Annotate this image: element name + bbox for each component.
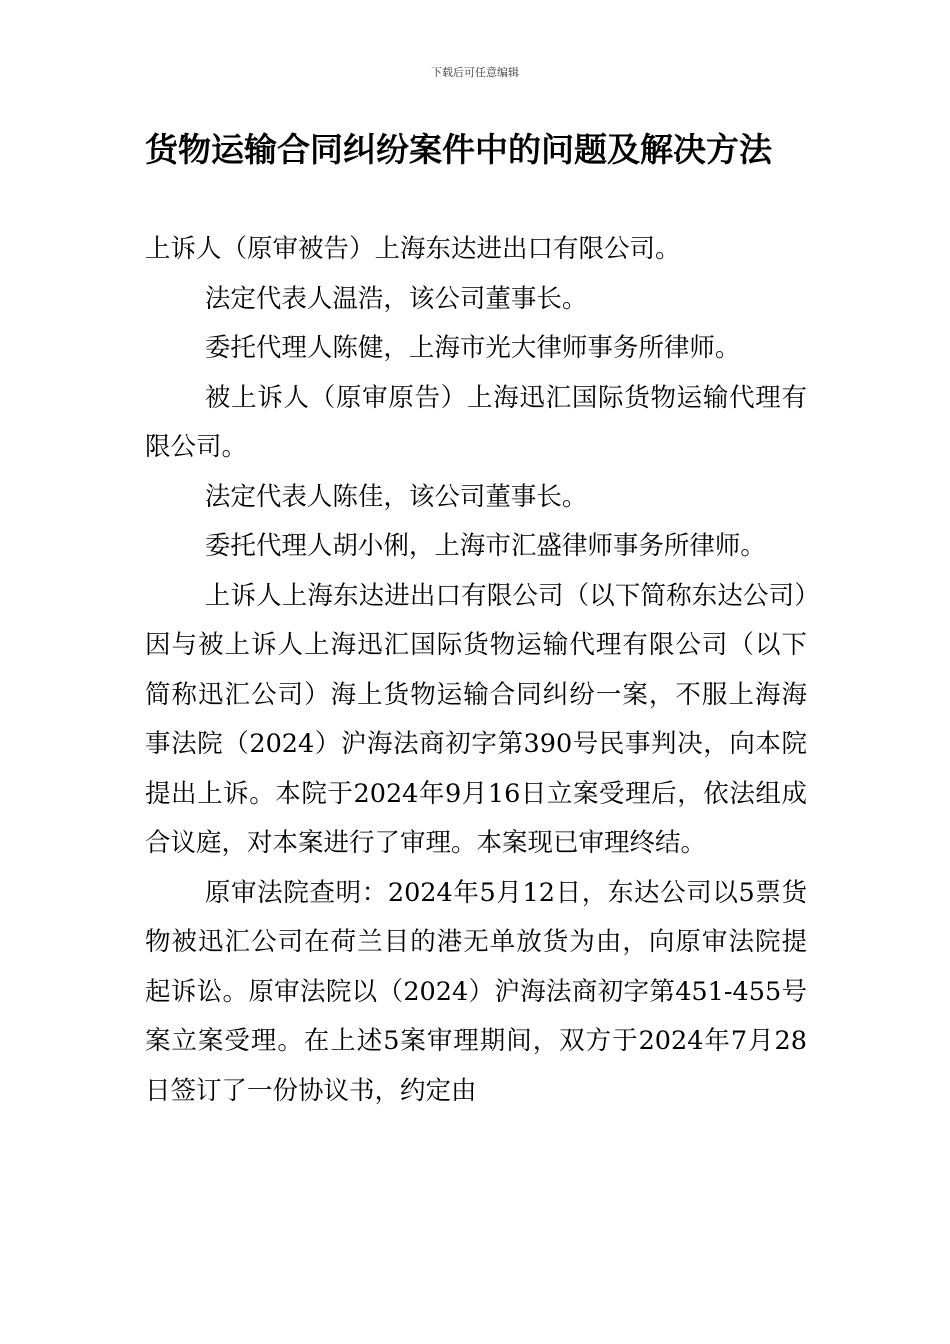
- document-body: [145, 225, 807, 1116]
- header-note: 下载后可任意编辑: [431, 66, 519, 79]
- paragraph-legal-representative: 法定代表人温浩，该公司董事长。: [204, 283, 588, 314]
- paragraph-appellee-representative: 法定代表人陈佳，该公司董事长。: [204, 481, 588, 512]
- paragraph-appellee: 被上诉人（原审原告）上海迅汇国际货物运输代理有限公司。: [145, 382, 807, 462]
- paragraph-agent: 委托代理人陈健，上海市光大律师事务所律师。: [204, 333, 741, 363]
- paragraph-appellant: 上诉人（原审被告）上海东达进出口有限公司。: [145, 234, 681, 264]
- paragraph-findings: 原审法院查明：2024年5月12日，东达公司以5票货物被迅汇公司在荷兰目的港无单放货为由，向原审法院提起诉讼。原审法院以（2024）沪海法商初字第451-455号案立案受理。在上述5案审理期间，双方于2024年7月28日签订了一份协议书，约定由: [145, 877, 807, 1106]
- paragraph-appellee-agent: 委托代理人胡小俐，上海市汇盛律师事务所律师。: [204, 531, 766, 561]
- document-title: 货物运输合同纠纷案件中的问题及解决方法: [145, 130, 772, 169]
- paragraph-case-intro: 上诉人上海东达进出口有限公司（以下简称东达公司）因与被上诉人上海迅汇国际货物运输代理有限公司（以下简称迅汇公司）海上货物运输合同纠纷一案，不服上海海事法院（2024）沪海法商初字第390号民事判决，向本院提出上诉。本院于2024年9月16日立案受理后，依法组成合议庭，对本案进行了审理。本案现已审理终结。: [145, 580, 807, 858]
